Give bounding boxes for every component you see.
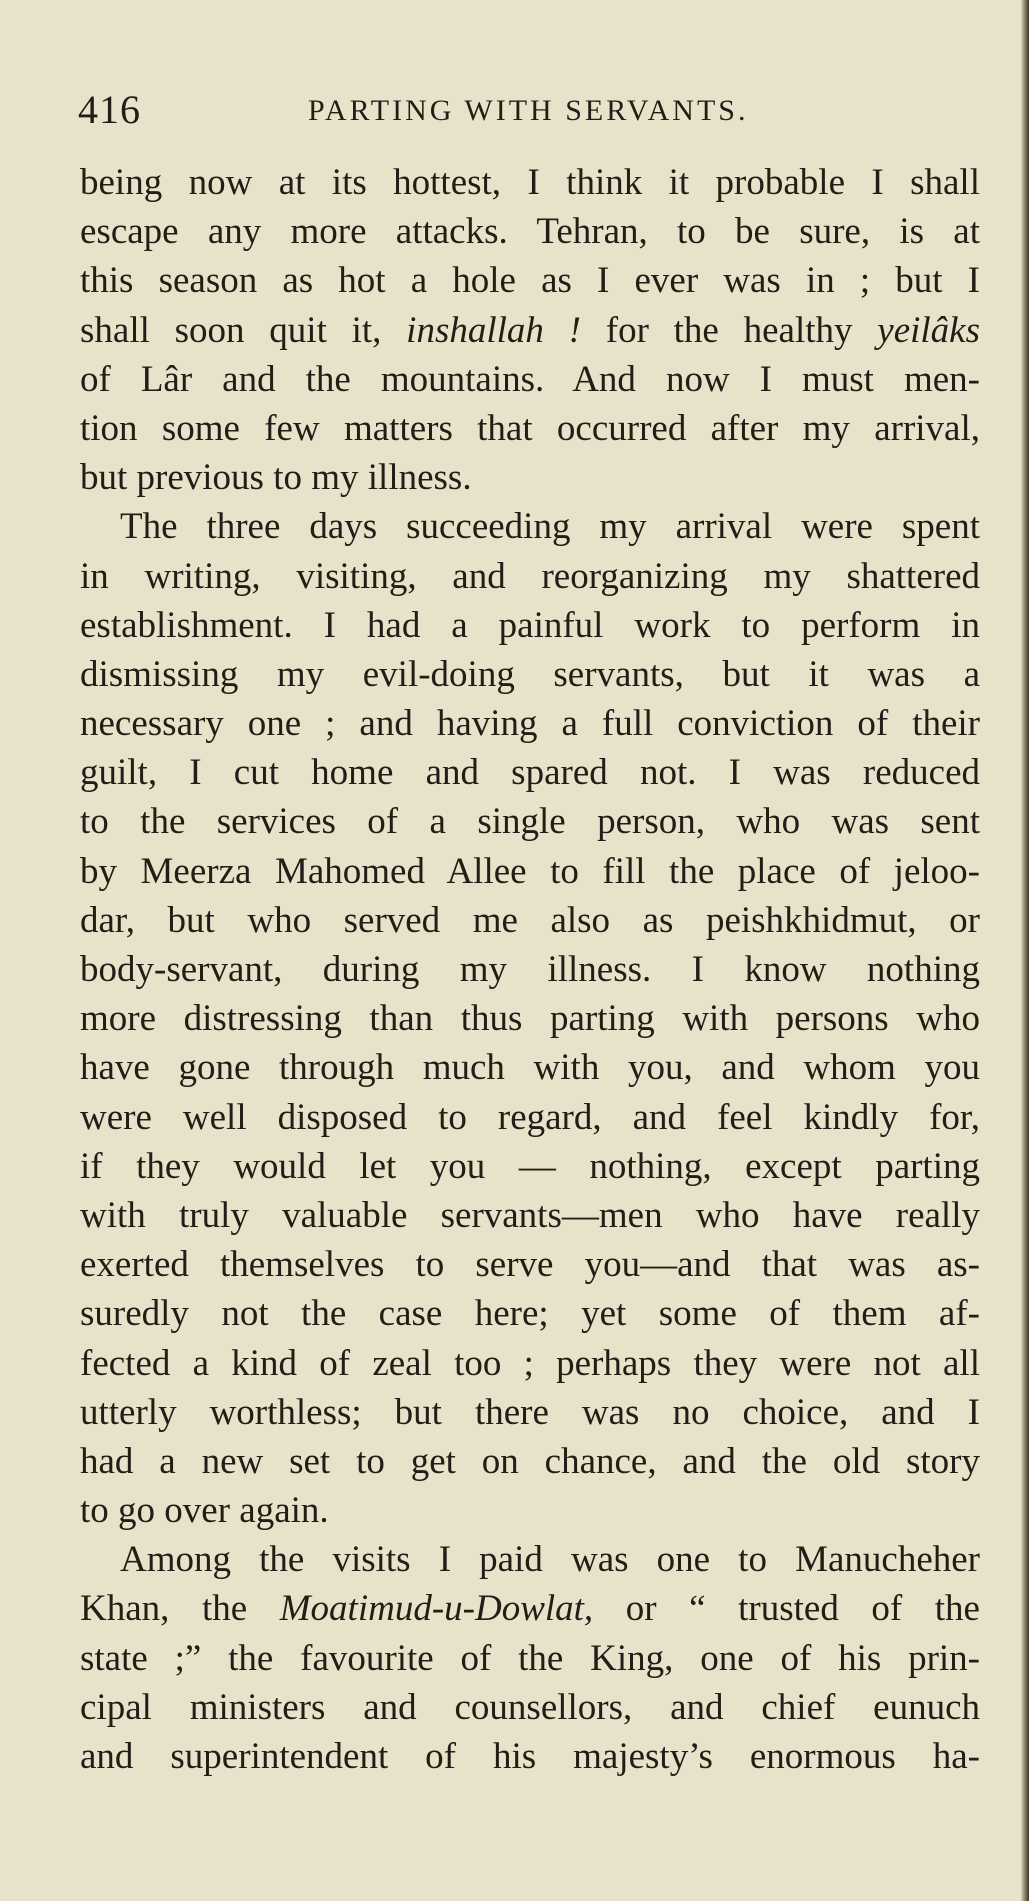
text-segment: fected a kind of zeal too ; perhaps they were not all bbox=[80, 1342, 980, 1384]
text-segment: cipal ministers and counsellors, and chief eunuch bbox=[80, 1686, 980, 1728]
text-segment: of Lâr and the mountains. And now I must men- bbox=[80, 358, 980, 400]
text-line bbox=[80, 1437, 980, 1486]
page-edge-shadow bbox=[1021, 0, 1029, 1901]
text-segment: to the services of a single person, who was sent bbox=[80, 801, 980, 843]
text-line bbox=[80, 1289, 980, 1338]
text-line bbox=[80, 1142, 980, 1191]
text-line bbox=[80, 256, 980, 305]
text-line bbox=[80, 1535, 980, 1584]
text-line bbox=[80, 158, 980, 207]
text-segment: but previous to my illness. bbox=[80, 457, 472, 499]
text-line bbox=[80, 601, 980, 650]
text-line bbox=[80, 945, 980, 994]
text-line bbox=[80, 994, 980, 1043]
text-line bbox=[80, 1634, 980, 1683]
text-line bbox=[80, 207, 980, 256]
text-segment: more distressing than thus parting with persons who bbox=[80, 998, 980, 1040]
text-line bbox=[80, 1388, 980, 1437]
text-line bbox=[80, 404, 980, 453]
text-line bbox=[80, 748, 980, 797]
text-segment: tion some few matters that occurred after my arrival, bbox=[80, 407, 980, 449]
text-segment: were well disposed to regard, and feel kindly for, bbox=[80, 1096, 980, 1138]
text-line bbox=[80, 1191, 980, 1240]
text-segment: in writing, visiting, and reorganizing my shattered bbox=[80, 555, 980, 597]
text-segment: and superintendent of his majesty’s enormous ha- bbox=[80, 1736, 980, 1777]
italic-text: inshallah ! bbox=[406, 309, 581, 351]
text-line bbox=[80, 1584, 980, 1633]
text-line bbox=[80, 1683, 980, 1732]
text-segment: state ;” the favourite of the King, one of his prin- bbox=[80, 1637, 980, 1679]
text-segment: Among the visits I paid was one to Manucheher bbox=[120, 1539, 980, 1581]
text-segment: body-servant, during my illness. I know nothing bbox=[80, 949, 980, 990]
text-segment: or “ trusted of the bbox=[593, 1588, 980, 1630]
text-segment: dar, but who served me also as peishkhidmut, or bbox=[80, 899, 980, 941]
text-segment: Khan, the bbox=[80, 1588, 280, 1630]
page-number: 416 bbox=[78, 87, 141, 132]
text-segment: by Meerza Mahomed Allee to fill the place of jeloo- bbox=[80, 850, 980, 892]
text-line bbox=[80, 306, 980, 355]
text-segment: utterly worthless; but there was no choice, and I bbox=[80, 1391, 980, 1433]
text-line bbox=[80, 896, 980, 945]
text-segment: escape any more attacks. Tehran, to be sure, is at bbox=[80, 211, 980, 253]
text-line bbox=[80, 1043, 980, 1092]
italic-text: Moatimud-u-Dowlat, bbox=[279, 1588, 594, 1630]
text-segment: if they would let you — nothing, except parting bbox=[80, 1145, 980, 1187]
text-segment: being now at its hottest, I think it probable I shall bbox=[80, 162, 980, 203]
text-line bbox=[80, 1732, 980, 1781]
text-segment: dismissing my evil-doing servants, but it was a bbox=[80, 653, 980, 695]
text-segment: shall soon quit it, bbox=[80, 309, 407, 351]
text-segment: exerted themselves to serve you—and that was as- bbox=[80, 1244, 980, 1286]
text-line bbox=[80, 699, 980, 748]
text-segment: had a new set to get on chance, and the old story bbox=[80, 1440, 980, 1482]
text-segment: for the healthy bbox=[581, 309, 878, 351]
body-text bbox=[80, 158, 980, 1781]
text-line bbox=[80, 847, 980, 896]
text-segment: establishment. I had a painful work to perform in bbox=[80, 604, 980, 646]
text-segment: have gone through much with you, and whom you bbox=[80, 1047, 980, 1089]
text-segment: necessary one ; and having a full conviction of their bbox=[80, 703, 980, 745]
text-line bbox=[80, 355, 980, 404]
text-line bbox=[80, 650, 980, 699]
text-line bbox=[80, 1240, 980, 1289]
running-title: PARTING WITH SERVANTS. bbox=[308, 94, 749, 127]
text-segment: The three days succeeding my arrival were spent bbox=[120, 506, 980, 548]
text-line bbox=[80, 1486, 980, 1535]
text-line bbox=[80, 453, 980, 502]
text-line bbox=[80, 502, 980, 551]
text-segment: this season as hot a hole as I ever was in ; but I bbox=[80, 260, 980, 302]
text-segment: with truly valuable servants—men who have really bbox=[80, 1194, 980, 1236]
running-head bbox=[78, 86, 968, 136]
text-line bbox=[80, 1093, 980, 1142]
text-segment: to go over again. bbox=[80, 1490, 329, 1532]
text-line bbox=[80, 797, 980, 846]
text-segment: guilt, I cut home and spared not. I was reduced bbox=[80, 752, 980, 794]
text-segment: suredly not the case here; yet some of them af- bbox=[80, 1293, 980, 1335]
text-line bbox=[80, 552, 980, 601]
italic-text: yeilâks bbox=[877, 309, 981, 351]
text-line bbox=[80, 1339, 980, 1388]
